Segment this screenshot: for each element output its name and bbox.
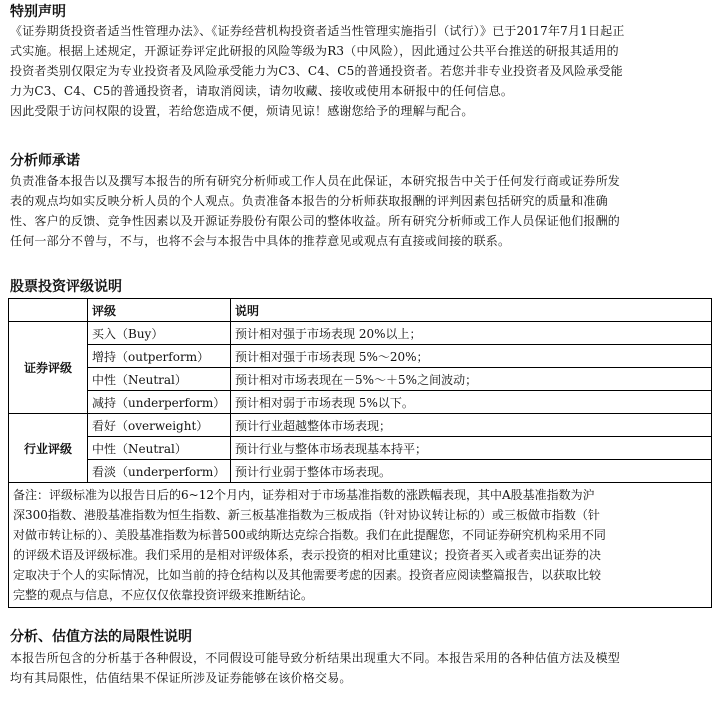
table-row xyxy=(9,437,712,460)
text-line: 定取决于个人的实际情况，比如当前的持仓结构以及其他需要考虑的因素。投资者应阅读整篇报告，以获取比较 xyxy=(13,568,602,582)
description-cell: 预计相对强于市场表现 5%～20%； xyxy=(231,345,712,368)
analyst-commitment-body xyxy=(10,171,710,251)
text-line: 完整的观点与信息，不应仅仅依靠投资评级来推断结论。 xyxy=(13,588,314,602)
rating-table xyxy=(8,298,712,608)
description-cell: 预计行业弱于整体市场表现。 xyxy=(231,460,712,483)
rating-cell: 增持（outperform） xyxy=(88,345,231,368)
text-line: 表的观点均如实反映分析人员的个人观点。负责准备本报告的分析师获取报酬的评判因素包括研究的质量和准确 xyxy=(10,194,608,208)
table-header-row xyxy=(9,299,712,322)
rating-explanation-heading: 股票投资评级说明 xyxy=(10,279,122,295)
analyst-commitment-heading: 分析师承诺 xyxy=(10,153,80,169)
description-column-header: 说明 xyxy=(231,299,712,322)
table-row xyxy=(9,368,712,391)
text-line: 的评级术语及评级标准。我们采用的是相对评级体系，表示投资的相对比重建议；投资者买入或者卖出证券的决 xyxy=(13,548,602,562)
text-line: 深300指数、港股基准指数为恒生指数、新三板基准指数为三板成指（针对协议转让标的）或三板做市指数（针 xyxy=(13,508,600,522)
rating-column-header: 评级 xyxy=(88,299,231,322)
text-line: 因此受限于访问权限的设置，若给您造成不便，烦请见谅！感谢您给予的理解与配合。 xyxy=(10,104,474,118)
rating-cell: 买入（Buy） xyxy=(88,322,231,345)
special-statement-heading: 特别声明 xyxy=(10,4,66,20)
rating-cell: 看好（overweight） xyxy=(88,414,231,437)
rating-cell: 看淡（underperform） xyxy=(88,460,231,483)
table-row xyxy=(9,391,712,414)
text-line: 负责准备本报告以及撰写本报告的所有研究分析师或工作人员在此保证，本研究报告中关于任何发行商或证券所发 xyxy=(10,174,621,188)
table-note-row xyxy=(9,483,712,608)
text-line: 均有其局限性，估值结果不保证所涉及证券能够在该价格交易。 xyxy=(10,671,352,685)
table-row xyxy=(9,345,712,368)
valuation-limits-heading: 分析、估值方法的局限性说明 xyxy=(10,629,192,645)
valuation-limits-body xyxy=(10,648,710,688)
text-line: 对做市转让标的）、美股基准指数为标普500或纳斯达克综合指数。我们在此提醒您，不同证券研究机构采用不同 xyxy=(13,528,606,542)
text-line: 性、客户的反馈、竞争性因素以及开源证券股份有限公司的整体收益。所有研究分析师或工作人员保证他们报酬的 xyxy=(10,214,621,228)
text-line: 备注：评级标准为以报告日后的6~12个月内，证券相对于市场基准指数的涨跌幅表现，其中A股基准指数为沪 xyxy=(13,488,595,502)
description-cell: 预计相对市场表现在－5%～＋5%之间波动； xyxy=(231,368,712,391)
rating-note-cell xyxy=(9,483,712,608)
text-line: 力为C3、C4、C5的普通投资者，请取消阅读，请勿收藏、接收或使用本研报中的任何信息。 xyxy=(10,84,514,98)
description-cell: 预计相对弱于市场表现 5%以下。 xyxy=(231,391,712,414)
table-row xyxy=(9,322,712,345)
table-corner-cell xyxy=(9,299,88,322)
special-statement-body xyxy=(10,21,710,121)
text-line: 式实施。根据上述规定，开源证券评定此研报的风险等级为R3（中风险），因此通过公共平台推送的研报其适用的 xyxy=(10,44,619,58)
stock-rating-group-label: 证券评级 xyxy=(9,322,88,414)
text-line: 任何一部分不曾与，不与，也将不会与本报告中具体的推荐意见或观点有直接或间接的联系。 xyxy=(10,234,511,248)
rating-cell: 中性（Neutral） xyxy=(88,368,231,391)
description-cell: 预计行业超越整体市场表现； xyxy=(231,414,712,437)
text-line: 投资者类别仅限定为专业投资者及风险承受能力为C3、C4、C5的普通投资者。若您并非专业投资者及风险承受能 xyxy=(10,64,623,78)
rating-cell: 中性（Neutral） xyxy=(88,437,231,460)
table-row xyxy=(9,460,712,483)
description-cell: 预计行业与整体市场表现基本持平； xyxy=(231,437,712,460)
text-line: 《证券期货投资者适当性管理办法》、《证券经营机构投资者适当性管理实施指引（试行）》已于2017年7月1日起正 xyxy=(10,24,625,38)
table-row xyxy=(9,414,712,437)
industry-rating-group-label: 行业评级 xyxy=(9,414,88,483)
text-line: 本报告所包含的分析基于各种假设，不同假设可能导致分析结果出现重大不同。本报告采用的各种估值方法及模型 xyxy=(10,651,621,665)
rating-cell: 减持（underperform） xyxy=(88,391,231,414)
description-cell: 预计相对强于市场表现 20%以上； xyxy=(231,322,712,345)
